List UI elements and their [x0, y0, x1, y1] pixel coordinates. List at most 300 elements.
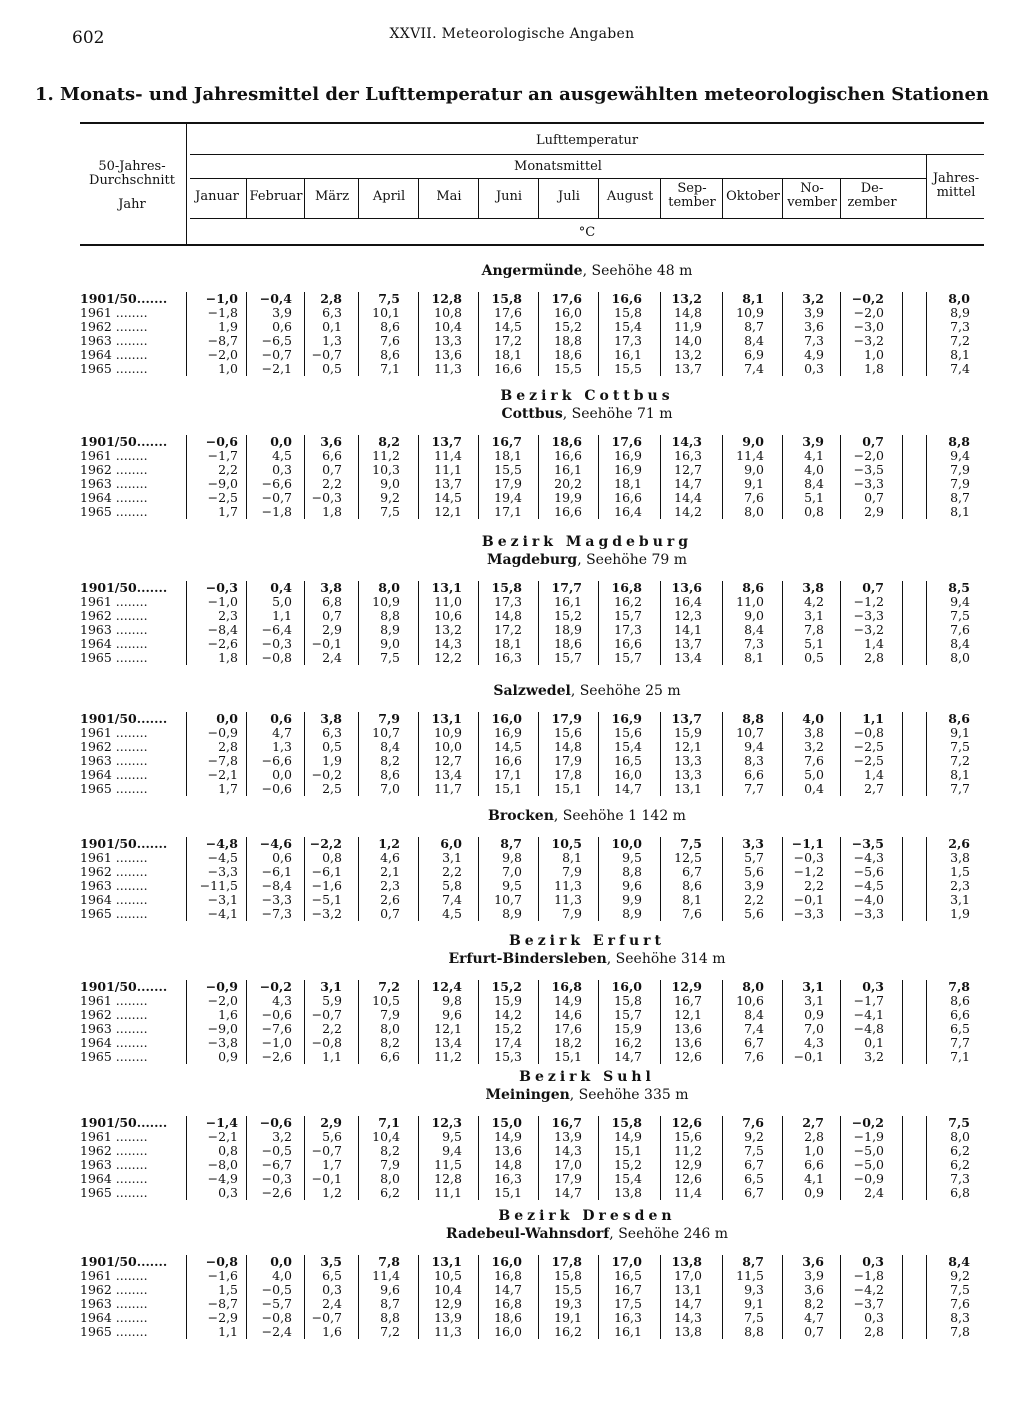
annual-mean-cell: 7,9: [950, 462, 970, 477]
month-value-cell: 0,3: [864, 1310, 884, 1325]
annual-mean-cell: 6,6: [950, 1007, 970, 1022]
month-value-cell: 14,3: [674, 1310, 702, 1325]
month-value-cell: 16,9: [611, 711, 642, 726]
month-value-cell: −3,2: [853, 333, 884, 348]
month-value-cell: 12,3: [674, 608, 702, 623]
month-value-cell: 15,2: [554, 319, 582, 334]
month-value-cell: 13,6: [674, 1021, 702, 1036]
month-value-cell: 3,8: [320, 580, 342, 595]
month-value-cell: 16,6: [554, 504, 582, 519]
month-value-cell: 7,9: [562, 906, 582, 921]
annual-mean-cell: 7,2: [950, 753, 970, 768]
year-cell: 1901/50.......: [80, 580, 168, 595]
month-value-cell: 1,2: [378, 836, 400, 851]
station-block: [80, 1207, 984, 1347]
month-value-cell: 0,7: [864, 490, 884, 505]
month-value-cell: 0,4: [270, 580, 292, 595]
month-value-cell: 0,8: [218, 1143, 238, 1158]
month-value-cell: −0,7: [311, 1007, 342, 1022]
table-title: 1. Monats- und Jahresmittel der Lufttemperatur an ausgewählten meteorologischen Stationen: [34, 84, 989, 105]
year-cell: 1962 ........: [80, 739, 148, 754]
annual-mean-cell: 7,3: [950, 1171, 970, 1186]
month-value-cell: 1,5: [218, 1282, 238, 1297]
month-value-cell: 18,1: [614, 476, 642, 491]
station-name: Brocken: [488, 808, 554, 824]
month-value-cell: 16,0: [554, 305, 582, 320]
table-row: [80, 609, 984, 623]
month-value-cell: 4,0: [272, 1268, 292, 1283]
table-row: [80, 1036, 984, 1050]
month-value-cell: 7,8: [378, 1254, 400, 1269]
month-value-cell: 15,6: [674, 1129, 702, 1144]
station-block: [80, 807, 984, 929]
month-value-cell: 2,9: [322, 622, 342, 637]
month-value-cell: −0,7: [261, 490, 292, 505]
month-value-cell: 1,1: [322, 1049, 342, 1064]
station-rows: [80, 1255, 984, 1339]
month-value-cell: −0,6: [259, 1115, 292, 1130]
month-value-cell: 2,2: [218, 462, 238, 477]
month-value-cell: 12,1: [674, 739, 702, 754]
month-value-cell: 3,9: [744, 878, 764, 893]
annual-mean-cell: 8,6: [950, 993, 970, 1008]
month-value-cell: 7,9: [380, 1007, 400, 1022]
month-value-cell: 15,4: [614, 1171, 642, 1186]
month-header: De- zember: [847, 181, 897, 210]
month-value-cell: −2,1: [261, 361, 292, 376]
month-value-cell: 17,1: [494, 767, 522, 782]
month-value-cell: 11,5: [736, 1268, 764, 1283]
month-value-cell: −2,0: [853, 448, 884, 463]
month-value-cell: −1,7: [853, 993, 884, 1008]
month-value-cell: 14,2: [494, 1007, 522, 1022]
month-value-cell: −1,0: [207, 594, 238, 609]
month-value-cell: 5,0: [272, 594, 292, 609]
month-value-cell: 3,6: [802, 1254, 824, 1269]
month-value-cell: −0,8: [853, 725, 884, 740]
year-cell: 1961 ........: [80, 725, 148, 740]
month-value-cell: −1,1: [791, 836, 824, 851]
station-name: Magdeburg: [487, 552, 578, 568]
month-value-cell: 3,2: [804, 739, 824, 754]
month-value-cell: 16,1: [554, 594, 582, 609]
month-value-cell: 7,5: [744, 1143, 764, 1158]
table-row: [80, 348, 984, 362]
month-value-cell: 16,4: [614, 504, 642, 519]
month-value-cell: 16,0: [491, 711, 522, 726]
annual-mean-cell: 8,0: [950, 1129, 970, 1144]
month-value-cell: −0,3: [205, 580, 238, 595]
year-cell: 1965 ........: [80, 1049, 148, 1064]
station-name: Angermünde: [481, 263, 583, 279]
month-value-cell: −4,1: [853, 1007, 884, 1022]
month-value-cell: 15,7: [614, 608, 642, 623]
month-value-cell: −0,9: [853, 1171, 884, 1186]
month-value-cell: 9,0: [744, 608, 764, 623]
month-value-cell: 15,3: [494, 1049, 522, 1064]
month-value-cell: 16,7: [491, 434, 522, 449]
month-value-cell: 9,6: [442, 1007, 462, 1022]
month-header: No- vember: [787, 181, 837, 210]
month-value-cell: 3,6: [804, 319, 824, 334]
month-value-cell: 0,3: [322, 1282, 342, 1297]
month-value-cell: 6,3: [322, 725, 342, 740]
table-row: [80, 1172, 984, 1186]
month-value-cell: 15,8: [491, 291, 522, 306]
annual-mean-cell: 7,5: [950, 1282, 970, 1297]
month-value-cell: −8,7: [207, 1296, 238, 1311]
month-value-cell: 10,9: [434, 725, 462, 740]
month-value-cell: 14,5: [494, 319, 522, 334]
month-value-cell: −0,9: [207, 725, 238, 740]
month-value-cell: 9,0: [380, 476, 400, 491]
month-value-cell: 8,1: [744, 650, 764, 665]
month-value-cell: 14,7: [614, 781, 642, 796]
month-value-cell: −0,3: [311, 490, 342, 505]
bezirk-heading: Bezirk Cottbus: [500, 388, 674, 404]
month-value-cell: 9,0: [380, 636, 400, 651]
month-value-cell: 15,1: [614, 1143, 642, 1158]
month-value-cell: 8,8: [380, 1310, 400, 1325]
month-value-cell: 3,1: [442, 850, 462, 865]
month-value-cell: 17,2: [494, 622, 522, 637]
month-value-cell: 0,0: [270, 434, 292, 449]
month-value-cell: 16,7: [551, 1115, 582, 1130]
month-value-cell: 15,2: [494, 1021, 522, 1036]
month-value-cell: 10,9: [736, 305, 764, 320]
bezirk-heading: Bezirk Dresden: [498, 1208, 676, 1224]
month-value-cell: 4,7: [272, 725, 292, 740]
month-value-cell: 15,8: [614, 305, 642, 320]
month-value-cell: 14,8: [494, 608, 522, 623]
month-value-cell: −0,1: [311, 636, 342, 651]
month-value-cell: 16,1: [614, 1324, 642, 1339]
month-value-cell: 14,3: [554, 1143, 582, 1158]
month-value-cell: 6,6: [322, 448, 342, 463]
month-value-cell: 12,5: [674, 850, 702, 865]
month-value-cell: 15,8: [491, 580, 522, 595]
annual-mean-cell: 8,8: [948, 434, 970, 449]
month-value-cell: 6,7: [744, 1157, 764, 1172]
month-value-cell: 8,7: [744, 319, 764, 334]
annual-mean-cell: 8,0: [948, 291, 970, 306]
month-value-cell: 0,3: [218, 1185, 238, 1200]
month-value-cell: 15,4: [614, 319, 642, 334]
month-value-cell: 11,0: [736, 594, 764, 609]
month-value-cell: −5,6: [853, 864, 884, 879]
month-value-cell: 17,3: [614, 333, 642, 348]
month-value-cell: 15,9: [494, 993, 522, 1008]
month-value-cell: 12,1: [674, 1007, 702, 1022]
month-value-cell: 14,7: [674, 476, 702, 491]
month-value-cell: 7,4: [744, 361, 764, 376]
month-value-cell: 16,8: [551, 979, 582, 994]
table-row: [80, 1158, 984, 1172]
year-cell: 1901/50.......: [80, 711, 168, 726]
month-value-cell: −0,6: [261, 1007, 292, 1022]
month-value-cell: 0,7: [380, 906, 400, 921]
month-value-cell: 16,3: [494, 650, 522, 665]
month-value-cell: 13,9: [434, 1310, 462, 1325]
month-value-cell: 3,6: [804, 1282, 824, 1297]
month-value-cell: 18,6: [551, 434, 582, 449]
month-value-cell: 12,4: [431, 979, 462, 994]
month-value-cell: 13,7: [671, 711, 702, 726]
month-value-cell: 13,1: [431, 711, 462, 726]
station-rows: [80, 581, 984, 665]
month-value-cell: 8,8: [742, 711, 764, 726]
year-cell: 1963 ........: [80, 333, 148, 348]
station-elevation: , Seehöhe 335 m: [569, 1087, 689, 1103]
month-value-cell: 3,9: [802, 434, 824, 449]
running-head: XXVII. Meteorologische Angaben: [389, 26, 635, 42]
month-value-cell: 1,6: [218, 1007, 238, 1022]
month-value-cell: 0,0: [270, 1254, 292, 1269]
month-value-cell: 15,1: [554, 781, 582, 796]
month-value-cell: −3,1: [207, 892, 238, 907]
annual-mean-cell: 8,5: [948, 580, 970, 595]
month-value-cell: 3,9: [272, 305, 292, 320]
month-value-cell: −7,6: [261, 1021, 292, 1036]
year-cell: 1961 ........: [80, 1268, 148, 1283]
year-cell: 1964 ........: [80, 892, 148, 907]
month-value-cell: 2,7: [802, 1115, 824, 1130]
month-value-cell: 7,2: [378, 979, 400, 994]
month-value-cell: −2,6: [261, 1049, 292, 1064]
month-value-cell: 16,2: [614, 1035, 642, 1050]
month-value-cell: −0,1: [793, 892, 824, 907]
month-value-cell: 8,9: [380, 622, 400, 637]
month-value-cell: −4,2: [853, 1282, 884, 1297]
month-value-cell: 13,3: [434, 333, 462, 348]
month-value-cell: 9,9: [622, 892, 642, 907]
month-value-cell: 0,6: [272, 850, 292, 865]
month-value-cell: 14,5: [434, 490, 462, 505]
month-value-cell: 1,9: [218, 319, 238, 334]
month-value-cell: 11,3: [554, 892, 582, 907]
annual-mean-cell: 1,5: [950, 864, 970, 879]
month-value-cell: 7,3: [744, 636, 764, 651]
month-value-cell: 18,2: [554, 1035, 582, 1050]
station-elevation: , Seehöhe 314 m: [606, 951, 726, 967]
month-header: Juli: [558, 189, 580, 204]
month-value-cell: 6,9: [744, 347, 764, 362]
table-row: [80, 768, 984, 782]
month-value-cell: 6,3: [322, 305, 342, 320]
month-value-cell: −4,8: [205, 836, 238, 851]
month-value-cell: 2,2: [442, 864, 462, 879]
month-value-cell: 20,2: [554, 476, 582, 491]
month-value-cell: −0,6: [261, 781, 292, 796]
month-value-cell: 2,2: [804, 878, 824, 893]
station-rows: [80, 712, 984, 796]
row-header-line3: Jahr: [118, 197, 146, 212]
month-value-cell: 8,1: [562, 850, 582, 865]
month-value-cell: 17,1: [494, 504, 522, 519]
month-value-cell: 1,8: [218, 650, 238, 665]
month-value-cell: 10,4: [372, 1129, 400, 1144]
annual-mean-cell: 3,1: [950, 892, 970, 907]
month-value-cell: 17,6: [551, 291, 582, 306]
month-value-cell: 5,8: [442, 878, 462, 893]
month-value-cell: 13,6: [671, 580, 702, 595]
month-value-cell: 8,2: [380, 1035, 400, 1050]
month-value-cell: 8,6: [380, 347, 400, 362]
month-value-cell: 18,1: [494, 636, 522, 651]
month-value-cell: 6,8: [322, 594, 342, 609]
month-value-cell: 13,2: [674, 347, 702, 362]
month-value-cell: −3,0: [853, 319, 884, 334]
month-value-cell: 11,2: [372, 448, 400, 463]
month-value-cell: 10,5: [434, 1268, 462, 1283]
table-row: [80, 893, 984, 907]
month-value-cell: 8,4: [380, 739, 400, 754]
month-value-cell: 13,7: [674, 361, 702, 376]
month-value-cell: 2,8: [804, 1129, 824, 1144]
month-value-cell: −3,7: [853, 1296, 884, 1311]
station-elevation: , Seehöhe 25 m: [570, 683, 681, 699]
month-value-cell: 16,8: [611, 580, 642, 595]
month-value-cell: 14,9: [494, 1129, 522, 1144]
month-value-cell: 16,0: [614, 767, 642, 782]
station-elevation: , Seehöhe 1 142 m: [553, 808, 686, 824]
month-value-cell: 2,6: [380, 892, 400, 907]
month-value-cell: −2,1: [207, 767, 238, 782]
month-value-cell: 10,9: [372, 594, 400, 609]
month-value-cell: 18,6: [554, 347, 582, 362]
month-value-cell: 16,0: [491, 1254, 522, 1269]
month-value-cell: −6,4: [261, 622, 292, 637]
table-row: [80, 740, 984, 754]
month-value-cell: 3,5: [320, 1254, 342, 1269]
annual-mean-cell: 7,2: [950, 333, 970, 348]
annual-mean-cell: 7,5: [950, 739, 970, 754]
station-elevation: , Seehöhe 48 m: [582, 263, 693, 279]
row-header-line1: 50-Jahres-: [98, 159, 166, 174]
month-value-cell: 11,3: [554, 878, 582, 893]
month-header: Februar: [249, 189, 303, 204]
month-value-cell: 10,6: [736, 993, 764, 1008]
month-value-cell: −0,8: [205, 1254, 238, 1269]
month-value-cell: 6,6: [744, 767, 764, 782]
year-cell: 1963 ........: [80, 753, 148, 768]
month-value-cell: 1,8: [864, 361, 884, 376]
month-value-cell: 6,7: [744, 1185, 764, 1200]
year-cell: 1961 ........: [80, 305, 148, 320]
month-value-cell: 10,0: [434, 739, 462, 754]
table-row: [80, 435, 984, 449]
annual-mean-cell: 7,7: [950, 1035, 970, 1050]
row-header-label: [80, 160, 184, 212]
station-rows: [80, 837, 984, 921]
month-value-cell: 14,7: [494, 1282, 522, 1297]
table-row: [80, 595, 984, 609]
month-value-cell: 16,9: [494, 725, 522, 740]
month-value-cell: 0,0: [216, 711, 238, 726]
month-header: März: [314, 189, 350, 204]
month-value-cell: 7,6: [744, 490, 764, 505]
month-value-cell: 0,3: [804, 361, 824, 376]
subgroup-header: Monatsmittel: [514, 159, 602, 174]
month-value-cell: 7,5: [378, 291, 400, 306]
month-value-cell: −0,7: [311, 1143, 342, 1158]
annual-mean-cell: 8,7: [950, 490, 970, 505]
annual-mean-cell: 2,6: [948, 836, 970, 851]
month-value-cell: 7,5: [380, 650, 400, 665]
month-value-cell: 16,9: [614, 448, 642, 463]
month-value-cell: 0,5: [322, 361, 342, 376]
month-value-cell: −4,5: [853, 878, 884, 893]
annual-mean-cell: 7,1: [950, 1049, 970, 1064]
month-value-cell: 4,2: [804, 594, 824, 609]
month-value-cell: −4,3: [853, 850, 884, 865]
month-value-cell: 18,1: [494, 448, 522, 463]
month-value-cell: 3,6: [320, 434, 342, 449]
month-value-cell: 15,0: [491, 1115, 522, 1130]
month-value-cell: −8,4: [207, 622, 238, 637]
month-value-cell: 14,9: [614, 1129, 642, 1144]
month-value-cell: 10,6: [434, 608, 462, 623]
month-value-cell: −7,3: [261, 906, 292, 921]
month-value-cell: 0,7: [804, 1324, 824, 1339]
month-value-cell: 12,9: [671, 979, 702, 994]
station-rows: [80, 292, 984, 376]
month-value-cell: 6,2: [380, 1185, 400, 1200]
month-value-cell: 16,0: [611, 979, 642, 994]
month-value-cell: −0,1: [793, 1049, 824, 1064]
table-row: [80, 1130, 984, 1144]
month-value-cell: 7,0: [380, 781, 400, 796]
year-cell: 1961 ........: [80, 850, 148, 865]
month-value-cell: 8,2: [380, 1143, 400, 1158]
year-cell: 1962 ........: [80, 319, 148, 334]
month-value-cell: −8,4: [261, 878, 292, 893]
annual-mean-cell: 8,1: [950, 767, 970, 782]
month-value-cell: 9,8: [502, 850, 522, 865]
month-value-cell: −3,3: [261, 892, 292, 907]
table-row: [80, 1186, 984, 1200]
month-value-cell: 12,8: [431, 291, 462, 306]
month-value-cell: −0,4: [259, 291, 292, 306]
month-value-cell: 15,5: [554, 361, 582, 376]
month-value-cell: 2,1: [380, 864, 400, 879]
month-value-cell: 9,1: [744, 1296, 764, 1311]
month-value-cell: −6,1: [261, 864, 292, 879]
month-value-cell: 9,5: [622, 850, 642, 865]
month-value-cell: 8,8: [622, 864, 642, 879]
month-value-cell: −1,8: [207, 305, 238, 320]
month-value-cell: 9,6: [380, 1282, 400, 1297]
month-value-cell: 16,7: [674, 993, 702, 1008]
month-value-cell: 13,9: [554, 1129, 582, 1144]
station-name: Radebeul-Wahnsdorf: [445, 1226, 610, 1242]
year-cell: 1962 ........: [80, 864, 148, 879]
month-value-cell: 15,1: [554, 1049, 582, 1064]
month-value-cell: 11,2: [674, 1143, 702, 1158]
month-value-cell: 3,1: [802, 979, 824, 994]
year-cell: 1901/50.......: [80, 836, 168, 851]
month-value-cell: −0,5: [261, 1143, 292, 1158]
month-value-cell: 17,5: [614, 1296, 642, 1311]
month-value-cell: 8,2: [380, 753, 400, 768]
month-value-cell: −4,5: [207, 850, 238, 865]
month-value-cell: 1,7: [322, 1157, 342, 1172]
month-value-cell: 17,8: [551, 1254, 582, 1269]
station-name: Cottbus: [501, 406, 563, 422]
month-value-cell: −0,5: [261, 1282, 292, 1297]
month-value-cell: 2,8: [320, 291, 342, 306]
month-value-cell: 8,9: [622, 906, 642, 921]
